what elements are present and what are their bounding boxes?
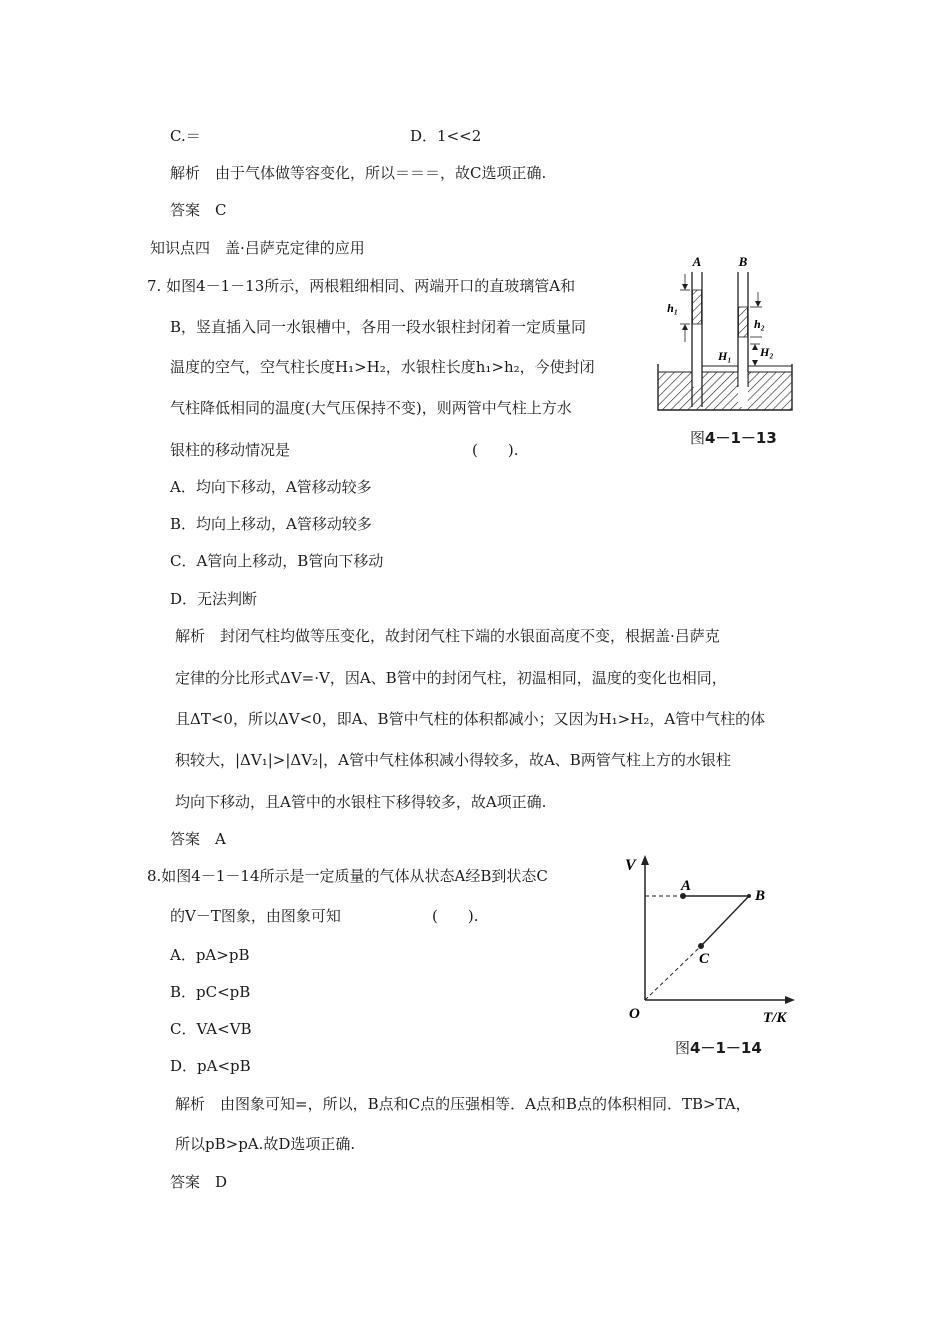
q8-answer-label: 答案 [170,1173,201,1191]
q8-option-d: D．pA<pB [170,1057,251,1075]
q6-answer [170,200,227,220]
tube-a-mercury-column [693,290,702,324]
q8-analysis-line1 [175,1094,751,1114]
q6-answer-label: 答案 [170,201,201,219]
label-h2: h₂ [754,317,765,331]
q7-answer-value: A [215,830,226,848]
dashed-origin-line [645,946,701,1000]
axis-label-t: T/K [763,1010,787,1026]
x-axis-arrow [785,996,795,1004]
caption-13-prefix: 图 [690,429,706,447]
q7-option-c: C．A管向上移动，B管向下移动 [170,552,384,570]
q7-analysis-line2: 定律的分比形式ΔV=·V，因A、B管中的封闭气柱，初温相同，温度的变化也相同， [175,669,727,687]
q7-option-a: A．均向下移动，A管移动较多 [170,478,372,496]
q7-stem-line4: 气柱降低相同的温度(大气压保持不变)，则两管中气柱上方水 [170,399,572,417]
caption-14-number: 4－1－14 [690,1039,762,1057]
q7-option-d: D．无法判断 [170,590,258,608]
caption-14-prefix: 图 [675,1039,691,1057]
q7-option-b: B．均向上移动，A管移动较多 [170,515,372,533]
origin-label: O [629,1006,640,1022]
q8-option-b: B．pC<pB [170,983,251,1001]
q8-answer-value: D [215,1173,228,1191]
y-axis-arrow [641,855,649,865]
q7-analysis-line1 [175,626,720,646]
q7-answer-label: 答案 [170,830,201,848]
label-point-a: A [681,878,692,894]
q6-option-d: D．1<<2 [410,127,482,145]
caption-13-number: 4－1－13 [705,429,777,447]
q8-stem-line1: 8.如图4－1－14所示是一定质量的气体从状态A经B到状态C [147,867,548,885]
q8-option-c: C．VA<VB [170,1020,252,1038]
point-c [698,943,704,949]
axis-label-v: V [625,857,636,874]
q7-answer [170,829,226,849]
q8-stem-line2: 的V－T图象，由图象可知 [170,907,341,925]
point-b [747,894,751,898]
q7-analysis-line3: 且ΔT<0，所以ΔV<0，即A、B管中气柱的体积都减小；又因为H₁>H₂，A管中气柱的体 [175,710,766,728]
q7-stem-line2: B，竖直插入同一水银槽中，各用一段水银柱封闭着一定质量同 [170,318,587,336]
q7-stem-line5: 银柱的移动情况是 [170,441,291,459]
q8-analysis-text1: 由图象可知=，所以，B点和C点的压强相等．A点和B点的体积相同．TB>TA， [220,1095,751,1113]
q6-analysis-text: 由于气体做等容变化，所以＝＝＝，故C选项正确. [215,164,547,182]
q8-answer-blank: ( ). [432,907,479,925]
label-H1: H₁ [718,349,732,363]
figure-4-1-14 [615,850,805,1030]
trough-mercury [658,372,792,410]
q8-analysis-line2: 所以pB>pA.故D选项正确. [175,1135,356,1153]
q6-analysis [170,163,546,183]
q7-stem-line3: 温度的空气，空气柱长度H₁>H₂，水银柱长度h₁>h₂，今使封闭 [170,358,595,376]
q8-analysis-label: 解析 [175,1095,206,1113]
label-H2: H₂ [760,345,774,359]
label-h1: h₁ [667,301,678,315]
q6-option-c: C.＝ [170,127,201,145]
q7-stem-line1: 7. 如图4－1－13所示，两根粗细相同、两端开口的直玻璃管A和 [147,277,576,295]
q6-analysis-label: 解析 [170,164,201,182]
label-tube-b: B [738,254,748,269]
figure-4-1-13-caption [690,427,777,448]
label-point-b: B [755,888,766,904]
tube-b-mercury-column [739,307,748,337]
q7-answer-blank: ( ). [472,441,519,459]
figure-4-1-13 [650,252,800,417]
q6-answer-value: C [215,201,227,219]
q7-analysis-line5: 均向下移动，且A管中的水银柱下移得较多，故A项正确. [175,793,547,811]
q8-option-a: A．pA>pB [170,946,250,964]
label-point-c: C [699,951,710,967]
figure-4-1-14-caption [675,1037,762,1058]
q8-answer [170,1172,227,1192]
label-tube-a: A [692,254,702,269]
q7-analysis-line4: 积较大，|ΔV₁|>|ΔV₂|，A管中气柱体积减小得较多，故A、B两管气柱上方的水银柱 [175,751,731,769]
section4-title: 知识点四 盖·吕萨克定律的应用 [150,239,365,257]
q7-analysis-label: 解析 [175,627,206,645]
segment-b-c [701,896,749,946]
q7-analysis-text1: 封闭气柱均做等压变化，故封闭气柱下端的水银面高度不变，根据盖·吕萨克 [220,627,720,645]
